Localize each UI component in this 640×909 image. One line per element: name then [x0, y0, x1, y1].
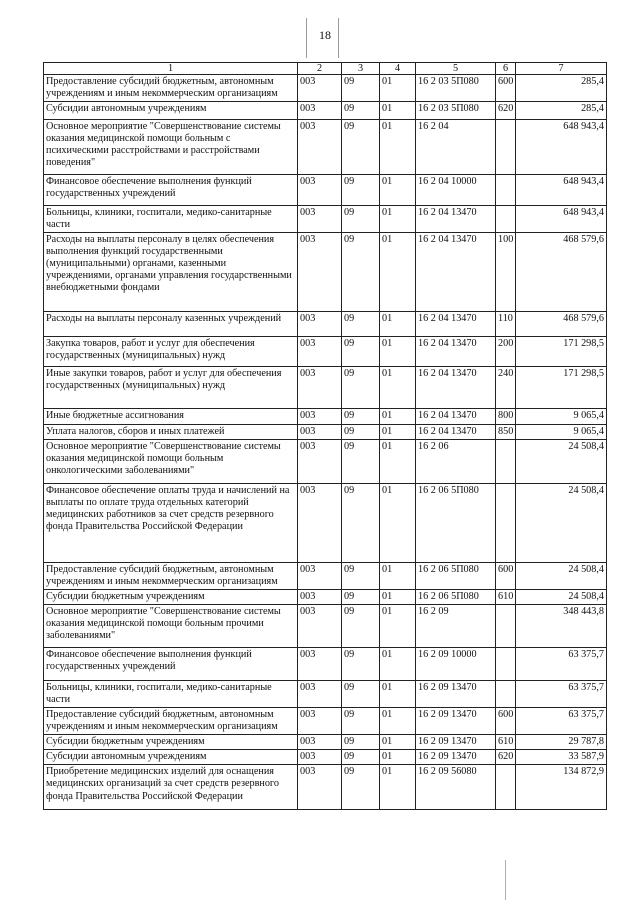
row-col5-cell: 16 2 06 5П080 [416, 590, 496, 605]
row-col3-cell: 09 [342, 563, 380, 590]
row-name-cell: Субсидии автономным учреждениям [44, 102, 298, 120]
column-header-2: 2 [298, 63, 342, 75]
table-row [44, 735, 607, 750]
row-col3-cell: 09 [342, 765, 380, 810]
row-col4-cell: 01 [380, 75, 416, 102]
row-col3-cell: 09 [342, 409, 380, 425]
row-col3-cell: 09 [342, 735, 380, 750]
row-col6-cell [496, 765, 516, 810]
row-col2-cell: 003 [298, 409, 342, 425]
column-header-4: 4 [380, 63, 416, 75]
row-col3-cell: 09 [342, 233, 380, 312]
row-col5-cell: 16 2 03 5П080 [416, 75, 496, 102]
row-col5-cell: 16 2 09 13470 [416, 708, 496, 735]
row-col6-cell: 850 [496, 425, 516, 440]
row-amount-cell: 24 508,4 [516, 563, 607, 590]
row-col3-cell: 09 [342, 750, 380, 765]
row-name-cell: Основное мероприятие "Совершенствование системы оказания медицинской помощи больным с психическими расстройствами и расстройствами поведения" [44, 120, 298, 175]
row-col6-cell: 610 [496, 590, 516, 605]
table-row [44, 590, 607, 605]
row-col3-cell: 09 [342, 367, 380, 409]
row-col2-cell: 003 [298, 648, 342, 681]
table-row [44, 708, 607, 735]
row-col3-cell: 09 [342, 648, 380, 681]
row-col4-cell: 01 [380, 206, 416, 233]
row-col2-cell: 003 [298, 750, 342, 765]
row-col6-cell: 620 [496, 102, 516, 120]
row-col2-cell: 003 [298, 337, 342, 367]
table-row [44, 233, 607, 312]
row-col2-cell: 003 [298, 120, 342, 175]
row-col5-cell: 16 2 09 13470 [416, 735, 496, 750]
row-amount-cell: 63 375,7 [516, 708, 607, 735]
row-col6-cell: 600 [496, 75, 516, 102]
table-row [44, 563, 607, 590]
row-amount-cell: 134 872,9 [516, 765, 607, 810]
table-row [44, 206, 607, 233]
row-col4-cell: 01 [380, 102, 416, 120]
table-row [44, 367, 607, 409]
row-amount-cell: 29 787,8 [516, 735, 607, 750]
row-col5-cell: 16 2 09 13470 [416, 681, 496, 708]
row-amount-cell: 9 065,4 [516, 409, 607, 425]
row-amount-cell: 63 375,7 [516, 648, 607, 681]
row-col5-cell: 16 2 04 13470 [416, 206, 496, 233]
row-col2-cell: 003 [298, 605, 342, 648]
row-col3-cell: 09 [342, 484, 380, 563]
row-col4-cell: 01 [380, 484, 416, 563]
row-col4-cell: 01 [380, 605, 416, 648]
row-col4-cell: 01 [380, 563, 416, 590]
row-name-cell: Основное мероприятие "Совершенствование системы оказания медицинской помощи больным прочими заболеваниями" [44, 605, 298, 648]
row-name-cell: Финансовое обеспечение выполнения функций государственных учреждений [44, 648, 298, 681]
row-col6-cell: 240 [496, 367, 516, 409]
row-col5-cell: 16 2 09 13470 [416, 750, 496, 765]
budget-table [43, 62, 607, 810]
row-col5-cell: 16 2 04 13470 [416, 409, 496, 425]
table-row [44, 175, 607, 206]
row-col3-cell: 09 [342, 605, 380, 648]
row-amount-cell: 648 943,4 [516, 120, 607, 175]
scan-fold-line [505, 860, 506, 900]
row-col4-cell: 01 [380, 425, 416, 440]
row-col2-cell: 003 [298, 590, 342, 605]
row-col4-cell: 01 [380, 750, 416, 765]
table-row [44, 681, 607, 708]
column-header-6: 6 [496, 63, 516, 75]
row-col3-cell: 09 [342, 75, 380, 102]
row-amount-cell: 171 298,5 [516, 367, 607, 409]
row-name-cell: Субсидии бюджетным учреждениям [44, 590, 298, 605]
row-col4-cell: 01 [380, 681, 416, 708]
column-header-7: 7 [516, 63, 607, 75]
row-col6-cell [496, 605, 516, 648]
row-name-cell: Больницы, клиники, госпитали, медико-санитарные части [44, 206, 298, 233]
row-col2-cell: 003 [298, 425, 342, 440]
table-row [44, 425, 607, 440]
row-name-cell: Уплата налогов, сборов и иных платежей [44, 425, 298, 440]
row-col4-cell: 01 [380, 409, 416, 425]
row-amount-cell: 33 587,9 [516, 750, 607, 765]
row-col2-cell: 003 [298, 563, 342, 590]
column-header-1: 1 [44, 63, 298, 75]
row-name-cell: Иные бюджетные ассигнования [44, 409, 298, 425]
row-col4-cell: 01 [380, 440, 416, 484]
row-col3-cell: 09 [342, 681, 380, 708]
row-col3-cell: 09 [342, 590, 380, 605]
row-col6-cell [496, 648, 516, 681]
row-col4-cell: 01 [380, 648, 416, 681]
row-col6-cell: 620 [496, 750, 516, 765]
table-row [44, 765, 607, 810]
row-name-cell: Расходы на выплаты персоналу в целях обеспечения выполнения функций государственными (муниципальными) органами, казенными учреждениями, органами управления государственными внебюджетными фондами [44, 233, 298, 312]
row-col4-cell: 01 [380, 120, 416, 175]
row-col2-cell: 003 [298, 233, 342, 312]
row-col2-cell: 003 [298, 681, 342, 708]
row-col2-cell: 003 [298, 175, 342, 206]
row-col4-cell: 01 [380, 590, 416, 605]
row-col5-cell: 16 2 04 13470 [416, 425, 496, 440]
row-amount-cell: 24 508,4 [516, 440, 607, 484]
row-col4-cell: 01 [380, 367, 416, 409]
row-name-cell: Предоставление субсидий бюджетным, автономным учреждениям и иным некоммерческим организациям [44, 708, 298, 735]
row-col6-cell: 610 [496, 735, 516, 750]
row-amount-cell: 171 298,5 [516, 337, 607, 367]
row-col5-cell: 16 2 06 5П080 [416, 484, 496, 563]
row-col2-cell: 003 [298, 440, 342, 484]
table-body [44, 75, 607, 810]
row-col3-cell: 09 [342, 102, 380, 120]
row-col5-cell: 16 2 09 10000 [416, 648, 496, 681]
table-header-row [44, 63, 607, 75]
row-col2-cell: 003 [298, 102, 342, 120]
row-col4-cell: 01 [380, 708, 416, 735]
row-col6-cell: 800 [496, 409, 516, 425]
row-col2-cell: 003 [298, 735, 342, 750]
row-col5-cell: 16 2 04 [416, 120, 496, 175]
row-col2-cell: 003 [298, 367, 342, 409]
table-row [44, 409, 607, 425]
row-col2-cell: 003 [298, 484, 342, 563]
row-col6-cell [496, 440, 516, 484]
table-row [44, 440, 607, 484]
row-col2-cell: 003 [298, 312, 342, 337]
row-col5-cell: 16 2 03 5П080 [416, 102, 496, 120]
row-col6-cell [496, 120, 516, 175]
table-row [44, 337, 607, 367]
row-name-cell: Расходы на выплаты персоналу казенных учреждений [44, 312, 298, 337]
row-col4-cell: 01 [380, 233, 416, 312]
row-col4-cell: 01 [380, 175, 416, 206]
table-row [44, 312, 607, 337]
row-col5-cell: 16 2 06 5П080 [416, 563, 496, 590]
row-amount-cell: 63 375,7 [516, 681, 607, 708]
row-amount-cell: 285,4 [516, 102, 607, 120]
row-col6-cell [496, 206, 516, 233]
row-col5-cell: 16 2 09 56080 [416, 765, 496, 810]
row-amount-cell: 24 508,4 [516, 590, 607, 605]
table-row [44, 484, 607, 563]
row-col5-cell: 16 2 04 13470 [416, 312, 496, 337]
row-name-cell: Приобретение медицинских изделий для оснащения медицинских организаций за счет средств резервного фонда Правительства Российской Федерации [44, 765, 298, 810]
table-row [44, 102, 607, 120]
row-col3-cell: 09 [342, 708, 380, 735]
row-col3-cell: 09 [342, 440, 380, 484]
row-col5-cell: 16 2 04 13470 [416, 367, 496, 409]
row-col4-cell: 01 [380, 765, 416, 810]
row-col2-cell: 003 [298, 708, 342, 735]
row-col3-cell: 09 [342, 337, 380, 367]
row-col4-cell: 01 [380, 337, 416, 367]
row-name-cell: Финансовое обеспечение оплаты труда и начислений на выплаты по оплате труда отдельных категорий медицинских работников за счет средств резервного фонда Правительства Российской Федерации [44, 484, 298, 563]
row-col4-cell: 01 [380, 312, 416, 337]
row-col6-cell [496, 681, 516, 708]
row-amount-cell: 468 579,6 [516, 312, 607, 337]
table-row [44, 605, 607, 648]
column-header-3: 3 [342, 63, 380, 75]
row-col6-cell: 200 [496, 337, 516, 367]
row-col2-cell: 003 [298, 206, 342, 233]
row-col2-cell: 003 [298, 765, 342, 810]
row-amount-cell: 648 943,4 [516, 175, 607, 206]
row-amount-cell: 9 065,4 [516, 425, 607, 440]
page-number: 18 [319, 28, 331, 42]
row-col2-cell: 003 [298, 75, 342, 102]
row-col6-cell [496, 484, 516, 563]
row-name-cell: Основное мероприятие "Совершенствование системы оказания медицинской помощи больным онкологическими заболеваниями" [44, 440, 298, 484]
row-col6-cell [496, 175, 516, 206]
row-col6-cell: 100 [496, 233, 516, 312]
column-header-5: 5 [416, 63, 496, 75]
row-name-cell: Больницы, клиники, госпитали, медико-санитарные части [44, 681, 298, 708]
row-col5-cell: 16 2 09 [416, 605, 496, 648]
row-amount-cell: 648 943,4 [516, 206, 607, 233]
row-col4-cell: 01 [380, 735, 416, 750]
row-amount-cell: 24 508,4 [516, 484, 607, 563]
row-col5-cell: 16 2 04 13470 [416, 233, 496, 312]
row-name-cell: Иные закупки товаров, работ и услуг для обеспечения государственных (муниципальных) нужд [44, 367, 298, 409]
table-row [44, 120, 607, 175]
row-col6-cell: 600 [496, 708, 516, 735]
table-row [44, 648, 607, 681]
row-amount-cell: 348 443,8 [516, 605, 607, 648]
row-col6-cell: 110 [496, 312, 516, 337]
row-name-cell: Предоставление субсидий бюджетным, автономным учреждениям и иным некоммерческим организациям [44, 563, 298, 590]
row-col5-cell: 16 2 04 10000 [416, 175, 496, 206]
row-name-cell: Субсидии бюджетным учреждениям [44, 735, 298, 750]
row-amount-cell: 468 579,6 [516, 233, 607, 312]
row-col6-cell: 600 [496, 563, 516, 590]
table-row [44, 750, 607, 765]
table-row [44, 75, 607, 102]
row-col5-cell: 16 2 04 13470 [416, 337, 496, 367]
row-col3-cell: 09 [342, 206, 380, 233]
row-col3-cell: 09 [342, 425, 380, 440]
row-name-cell: Закупка товаров, работ и услуг для обеспечения государственных (муниципальных) нужд [44, 337, 298, 367]
row-amount-cell: 285,4 [516, 75, 607, 102]
row-col3-cell: 09 [342, 120, 380, 175]
row-col3-cell: 09 [342, 175, 380, 206]
row-name-cell: Финансовое обеспечение выполнения функций государственных учреждений [44, 175, 298, 206]
row-name-cell: Предоставление субсидий бюджетным, автономным учреждениям и иным некоммерческим организациям [44, 75, 298, 102]
row-col3-cell: 09 [342, 312, 380, 337]
row-name-cell: Субсидии автономным учреждениям [44, 750, 298, 765]
row-col5-cell: 16 2 06 [416, 440, 496, 484]
